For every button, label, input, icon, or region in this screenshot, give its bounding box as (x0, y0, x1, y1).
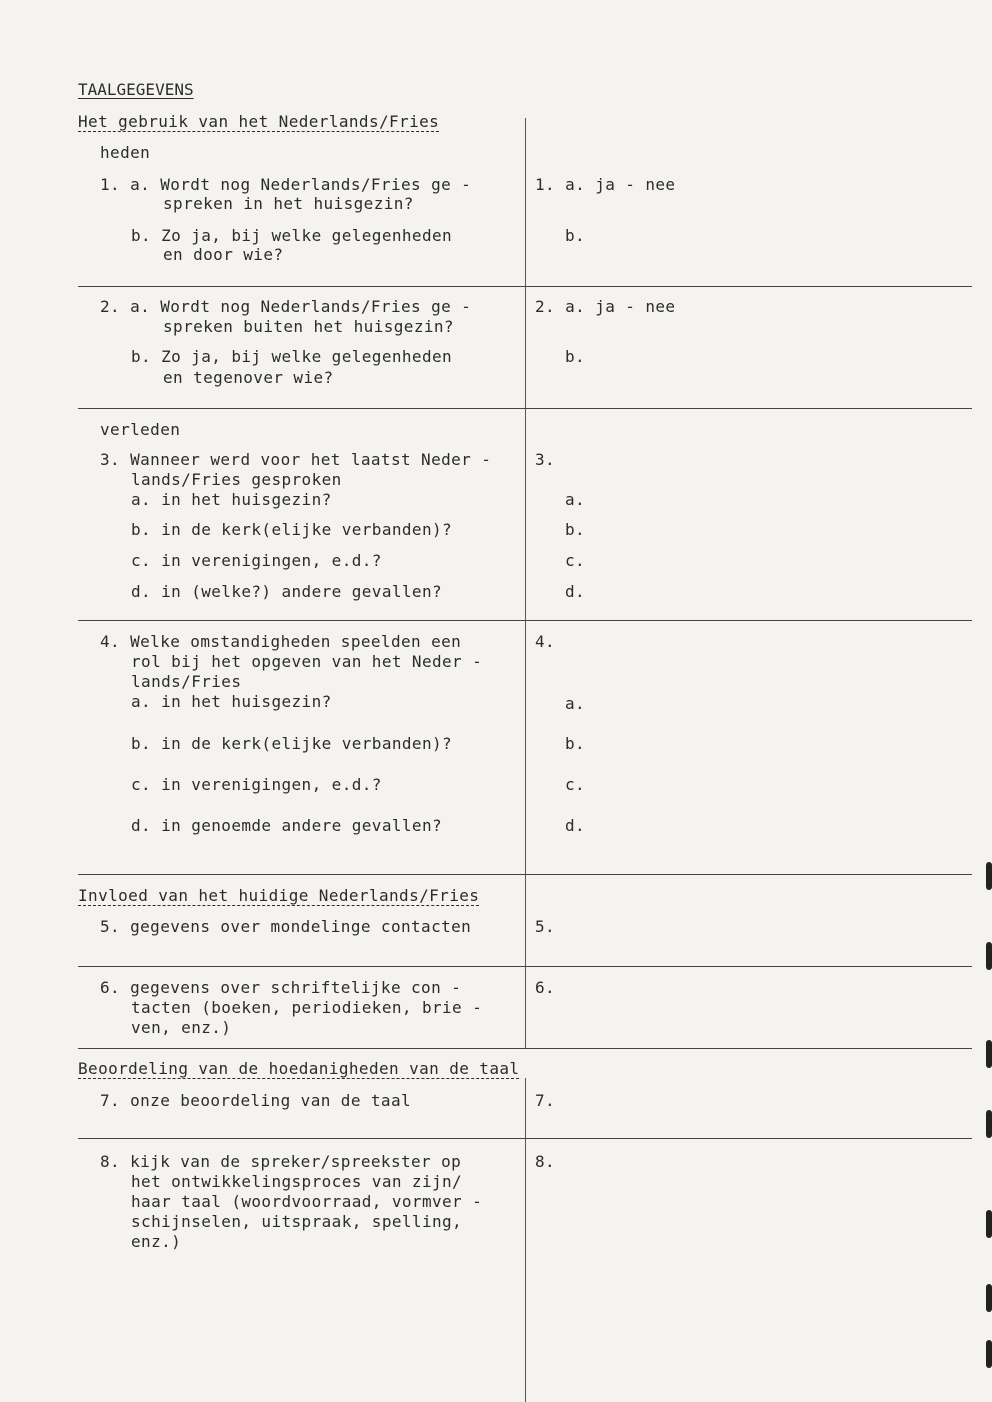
answer-5: 5. (535, 917, 556, 936)
question-8-line5: enz.) (131, 1232, 182, 1251)
question-4b: b. in de kerk(elijke verbanden)? (131, 734, 453, 753)
answer-7: 7. (535, 1091, 556, 1110)
column-divider (525, 118, 526, 286)
answer-4: 4. (535, 632, 556, 651)
subheading-verleden: verleden (100, 420, 181, 439)
row-divider (78, 874, 972, 875)
question-4c: c. in verenigingen, e.d.? (131, 775, 382, 794)
form-title: TAALGEGEVENS (78, 80, 194, 99)
binding-hole (986, 862, 992, 890)
column-divider (525, 874, 526, 966)
subheading-heden: heden (100, 143, 151, 162)
question-4-line1: 4. Welke omstandigheden speelden een (100, 632, 462, 651)
answer-8: 8. (535, 1152, 556, 1171)
question-8-line4: schijnselen, uitspraak, spelling, (131, 1212, 463, 1231)
question-6-line3: ven, enz.) (131, 1018, 232, 1037)
question-2a-line1: 2. a. Wordt nog Nederlands/Fries ge - (100, 297, 472, 316)
question-8-line1: 8. kijk van de spreker/spreekster op (100, 1152, 462, 1171)
answer-3d: d. (565, 582, 586, 601)
question-4d: d. in genoemde andere gevallen? (131, 816, 443, 835)
question-5: 5. gegevens over mondelinge contacten (100, 917, 472, 936)
section-heading-beoordeling: Beoordeling van de hoedanigheden van de taal (78, 1059, 520, 1078)
row-divider (78, 1048, 972, 1049)
column-divider (525, 286, 526, 408)
question-3b: b. in de kerk(elijke verbanden)? (131, 520, 453, 539)
question-3a: a. in het huisgezin? (131, 490, 332, 509)
column-divider (525, 408, 526, 620)
question-3-line2: lands/Fries gesproken (131, 470, 342, 489)
binding-hole (986, 1284, 992, 1312)
row-divider (78, 286, 972, 287)
question-3-line1: 3. Wanneer werd voor het laatst Neder - (100, 450, 492, 469)
question-6-line2: tacten (boeken, periodieken, brie - (131, 998, 483, 1017)
question-3d: d. in (welke?) andere gevallen? (131, 582, 443, 601)
row-divider (78, 408, 972, 409)
section-heading-invloed: Invloed van het huidige Nederlands/Fries (78, 886, 480, 905)
answer-3c: c. (565, 551, 586, 570)
question-7: 7. onze beoordeling van de taal (100, 1091, 412, 1110)
answer-4d: d. (565, 816, 586, 835)
answer-2a: 2. a. ja - nee (535, 297, 676, 316)
answer-3a: a. (565, 490, 586, 509)
question-8-line3: haar taal (woordvoorraad, vormver - (131, 1192, 483, 1211)
question-6-line1: 6. gegevens over schriftelijke con - (100, 978, 462, 997)
binding-hole (986, 1340, 992, 1368)
question-1b-line1: b. Zo ja, bij welke gelegenheden (131, 226, 453, 245)
answer-6: 6. (535, 978, 556, 997)
question-1a-line2: spreken in het huisgezin? (163, 194, 414, 213)
binding-hole (986, 942, 992, 970)
answer-4c: c. (565, 775, 586, 794)
binding-hole (986, 1210, 992, 1238)
answer-2b: b. (565, 347, 586, 366)
answer-1a: 1. a. ja - nee (535, 175, 676, 194)
answer-1b: b. (565, 226, 586, 245)
row-divider (78, 1138, 972, 1139)
answer-4b: b. (565, 734, 586, 753)
column-divider (525, 1078, 526, 1138)
answer-3: 3. (535, 450, 556, 469)
question-1a-line1: 1. a. Wordt nog Nederlands/Fries ge - (100, 175, 472, 194)
question-3c: c. in verenigingen, e.d.? (131, 551, 382, 570)
question-2b-line1: b. Zo ja, bij welke gelegenheden (131, 347, 453, 366)
binding-hole (986, 1040, 992, 1068)
question-4-line2: rol bij het opgeven van het Neder - (131, 652, 483, 671)
question-4-line3: lands/Fries (131, 672, 242, 691)
answer-3b: b. (565, 520, 586, 539)
row-divider (78, 966, 972, 967)
column-divider (525, 620, 526, 874)
question-4a: a. in het huisgezin? (131, 692, 332, 711)
section-heading-gebruik: Het gebruik van het Nederlands/Fries (78, 112, 440, 131)
question-1b-line2: en door wie? (163, 245, 284, 264)
row-divider (78, 620, 972, 621)
question-2b-line2: en tegenover wie? (163, 368, 334, 387)
column-divider (525, 1138, 526, 1402)
question-2a-line2: spreken buiten het huisgezin? (163, 317, 454, 336)
answer-4a: a. (565, 694, 586, 713)
column-divider (525, 966, 526, 1048)
binding-hole (986, 1110, 992, 1138)
question-8-line2: het ontwikkelingsproces van zijn/ (131, 1172, 463, 1191)
